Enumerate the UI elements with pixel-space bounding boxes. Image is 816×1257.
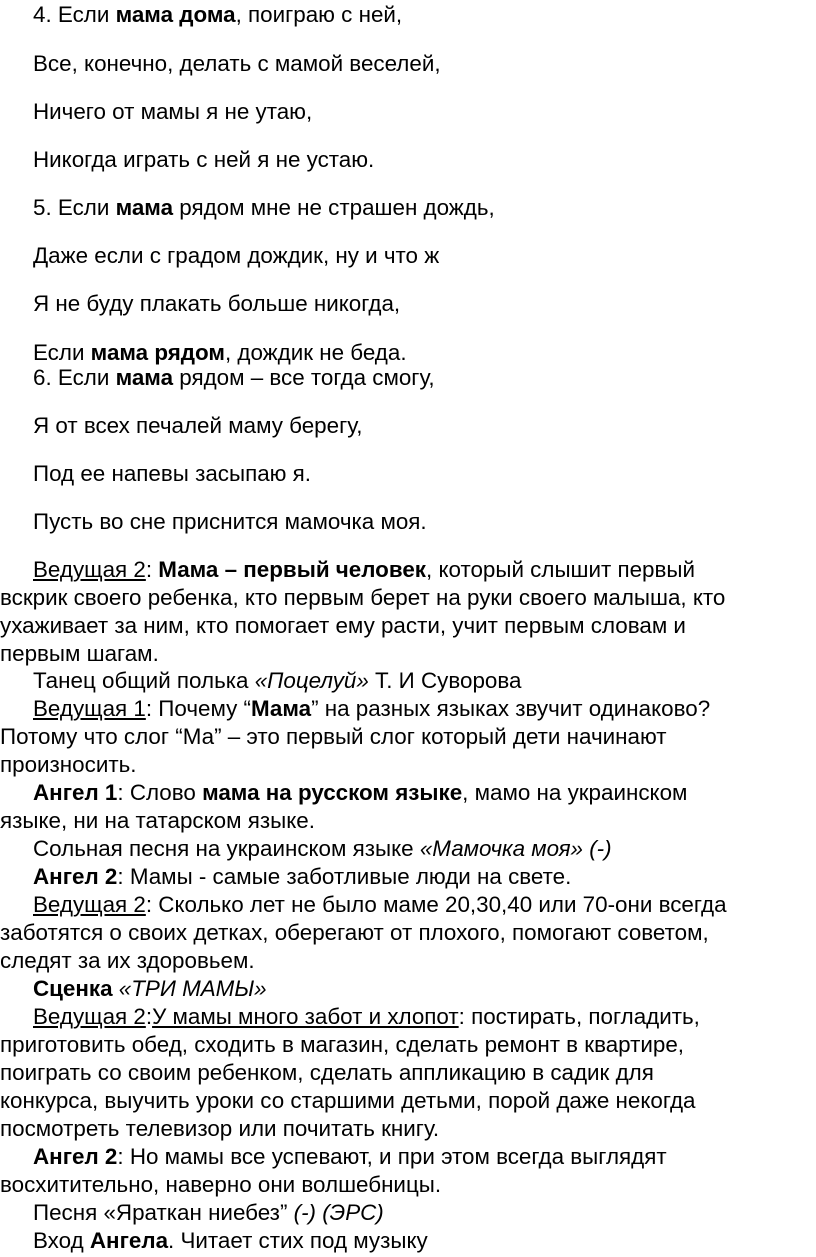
bold-text: мама рядом: [90, 340, 225, 365]
paragraph-line: [33, 892, 727, 918]
text: , который слышит первый: [426, 557, 696, 582]
bold-text: Ангела: [89, 1228, 169, 1253]
paragraph-line: [33, 976, 267, 1002]
paragraph-line: [33, 1228, 428, 1254]
text: Если: [33, 340, 91, 365]
italic-text: (-) (ЭРС): [293, 1200, 384, 1225]
poem-line: [33, 340, 407, 366]
paragraph-line: языке, ни на татарском языке.: [0, 808, 315, 833]
italic-text: «Мамочка моя» (-): [419, 836, 612, 861]
text: : Почему “: [145, 696, 251, 721]
speaker-name: Ведущая 2: [33, 557, 146, 582]
text: Песня «Яраткан ниебез”: [33, 1200, 294, 1225]
speaker-name: Ведущая 2: [33, 1004, 146, 1029]
paragraph-line: [33, 1200, 384, 1226]
speaker-name: Ангел 2: [33, 864, 118, 889]
text: 4. Если: [33, 2, 116, 27]
poem-line: Даже если с градом дождик, ну и что ж: [33, 243, 440, 268]
text: , поиграю с ней,: [235, 2, 403, 27]
poem-line: [33, 195, 495, 221]
poem-line: Под ее напевы засыпаю я.: [33, 461, 312, 486]
text: : Сколько лет не было маме 20,30,40 или 70-они всегда: [145, 892, 727, 917]
poem-line: [33, 2, 402, 28]
text: 6. Если: [33, 365, 116, 390]
bold-text: мама на русском языке: [202, 780, 463, 805]
poem-line: [33, 365, 435, 391]
bold-text: мама: [115, 365, 174, 390]
text: . Читает стих под музыку: [168, 1228, 428, 1253]
text: Т. И Суворова: [368, 668, 522, 693]
text: Сольная песня на украинском языке: [33, 836, 420, 861]
text: : Мамы - самые заботливые люди на свете.: [117, 864, 572, 889]
speaker-name: Ангел 1: [33, 780, 118, 805]
speaker-name: Ведущая 1: [33, 696, 146, 721]
paragraph-line: [33, 836, 612, 862]
paragraph-line: посмотреть телевизор или почитать книгу.: [0, 1116, 440, 1141]
paragraph-line: ухаживает за ним, кто помогает ему расти, учит первым словам и: [0, 613, 686, 638]
bold-text: Мама: [250, 696, 312, 721]
paragraph-line: вскрик своего ребенка, кто первым берет на руки своего малыша, кто: [0, 585, 726, 610]
paragraph-line: следят за их здоровьем.: [0, 948, 255, 973]
poem-line: Я от всех печалей маму берегу,: [33, 413, 363, 438]
paragraph-line: [33, 864, 571, 890]
text: : постирать, погладить,: [458, 1004, 700, 1029]
text: : Но мамы все успевают, и при этом всегда выглядят: [117, 1144, 667, 1169]
paragraph-line: восхитительно, наверно они волшебницы.: [0, 1172, 442, 1197]
underlined-text: У мамы много забот и хлопот: [152, 1004, 459, 1029]
paragraph-line: поиграть со своим ребенком, сделать аппликацию в садик для: [0, 1060, 654, 1085]
speaker-name: Ведущая 2: [33, 892, 146, 917]
text: Танец общий полька: [33, 668, 255, 693]
poem-line: Ничего от мамы я не утаю,: [33, 99, 313, 124]
text: : Слово: [117, 780, 203, 805]
paragraph-line: приготовить обед, сходить в магазин, сделать ремонт в квартире,: [0, 1032, 685, 1057]
poem-line: Все, конечно, делать с мамой веселей,: [33, 51, 441, 76]
text: :: [145, 557, 159, 582]
text: Вход: [33, 1228, 90, 1253]
bold-text: мама дома: [115, 2, 236, 27]
paragraph-line: первым шагам.: [0, 641, 159, 666]
italic-text: «ТРИ МАМЫ»: [112, 976, 267, 1001]
poem-line: Пусть во сне приснится мамочка моя.: [33, 509, 427, 534]
text: ” на разных языках звучит одинаково?: [311, 696, 711, 721]
paragraph-line: конкурса, выучить уроки со старшими детьми, порой даже некогда: [0, 1088, 696, 1113]
paragraph-line: [33, 557, 695, 583]
text: :: [145, 1004, 153, 1029]
poem-line: Я не буду плакать больше никогда,: [33, 291, 401, 316]
paragraph-line: [33, 696, 710, 722]
paragraph-line: [33, 1004, 700, 1030]
paragraph-line: заботятся о своих детках, оберегают от плохого, помогают советом,: [0, 920, 709, 945]
text: , мамо на украинском: [462, 780, 688, 805]
italic-text: «Поцелуй»: [254, 668, 369, 693]
bold-text: Мама – первый человек: [158, 557, 426, 582]
paragraph-line: [33, 780, 687, 806]
bold-text: Сценка: [33, 976, 113, 1001]
paragraph-line: произносить.: [0, 752, 137, 777]
text: , дождик не беда.: [224, 340, 407, 365]
poem-line: Никогда играть с ней я не устаю.: [33, 147, 375, 172]
paragraph-line: [33, 668, 521, 694]
paragraph-line: Потому что слог “Ма” – это первый слог который дети начинают: [0, 724, 667, 749]
bold-text: мама: [115, 195, 174, 220]
paragraph-line: [33, 1144, 667, 1170]
speaker-name: Ангел 2: [33, 1144, 118, 1169]
text: рядом мне не страшен дождь,: [173, 195, 495, 220]
text: 5. Если: [33, 195, 116, 220]
text: рядом – все тогда смогу,: [173, 365, 435, 390]
